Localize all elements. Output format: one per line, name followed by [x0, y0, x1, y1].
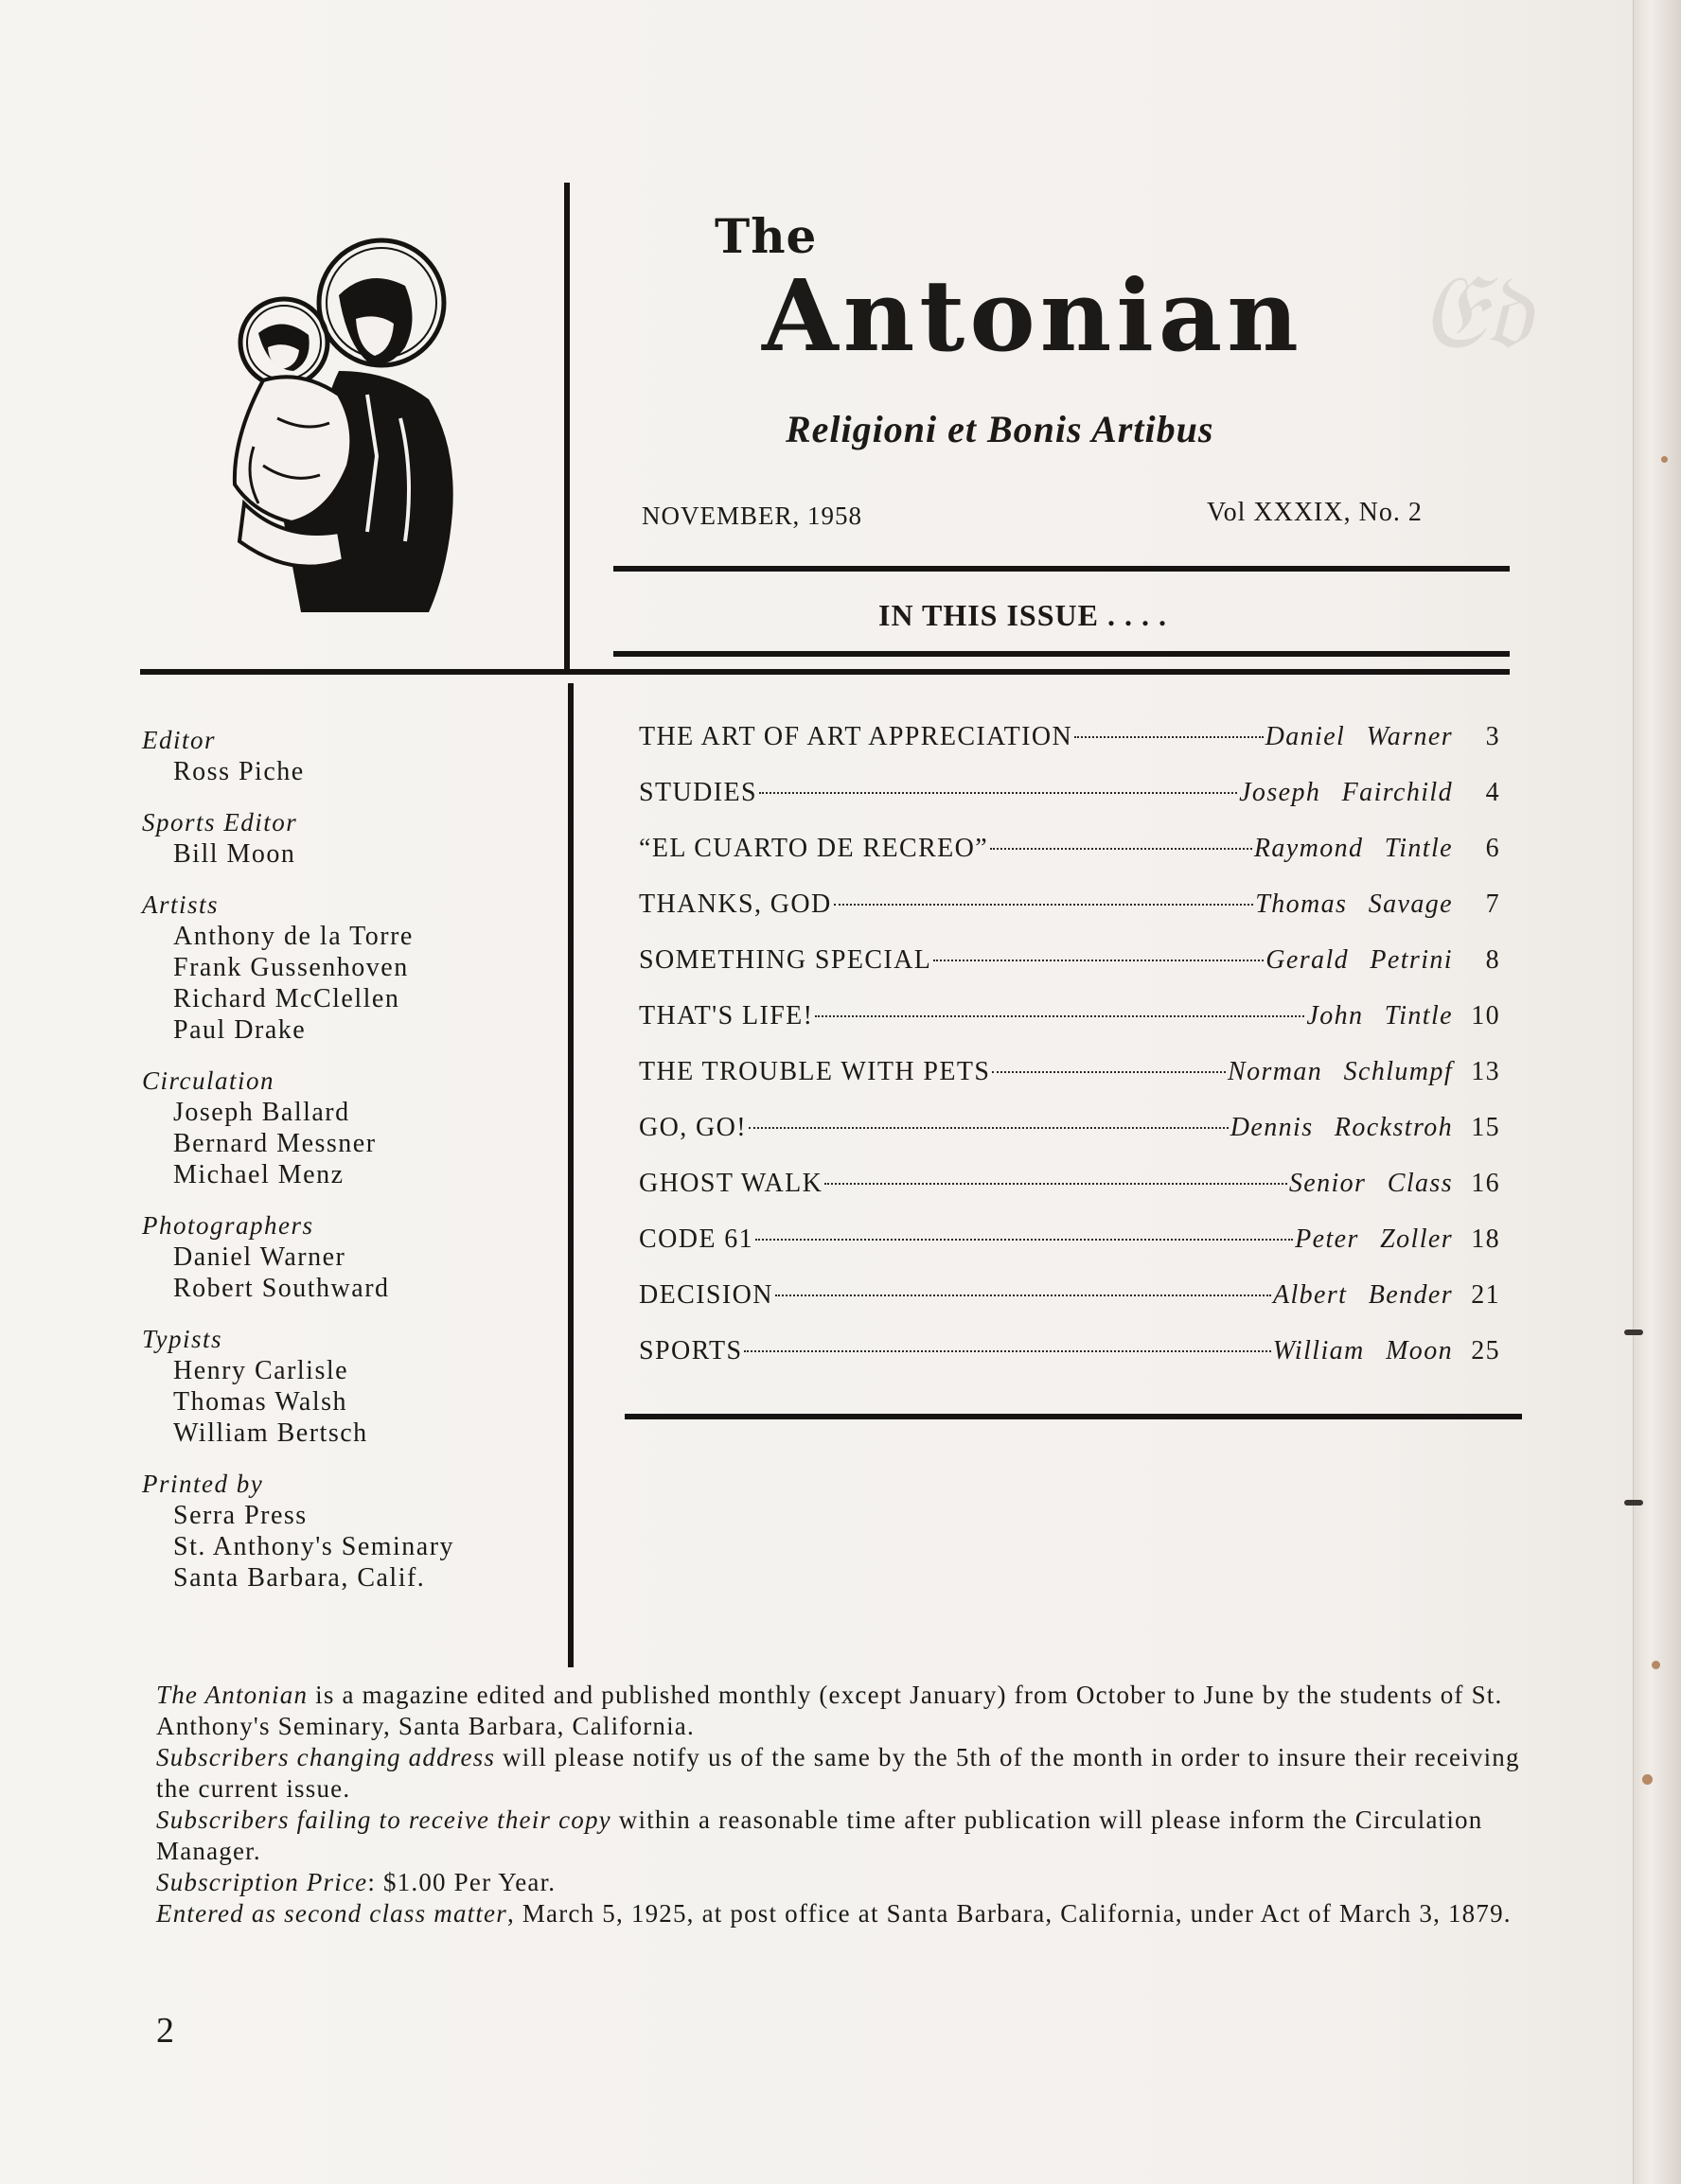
staff-name: Ross Piche — [173, 757, 305, 786]
masthead-divider — [564, 183, 570, 672]
page-number: 2 — [156, 2011, 174, 2051]
toc-author: Raymond Tintle — [1253, 834, 1453, 863]
toc-entry[interactable] — [639, 889, 1500, 945]
toc-title: DECISION — [639, 1280, 773, 1310]
toc-entry[interactable] — [639, 1001, 1500, 1057]
note-text: : $1.00 Per Year. — [367, 1868, 557, 1896]
toc-title: SOMETHING SPECIAL — [639, 945, 932, 975]
toc-author: Norman Schlumpf — [1228, 1057, 1453, 1086]
note-lead: Subscription Price — [156, 1868, 368, 1896]
toc-page: 21 — [1471, 1280, 1500, 1310]
toc-author: Dennis Rockstroh — [1230, 1113, 1453, 1142]
staff-role: Printed by — [142, 1470, 264, 1498]
staff-name: Henry Carlisle — [173, 1356, 349, 1385]
staff-group — [142, 725, 549, 787]
staff-list — [142, 725, 549, 1613]
leader-dots — [1074, 736, 1263, 738]
staff-name: William Bertsch — [173, 1418, 368, 1448]
issue-date: NOVEMBER, 1958 — [642, 502, 863, 530]
note-paragraph — [156, 1867, 1529, 1898]
leader-dots — [755, 1239, 1293, 1241]
toc-title: THANKS, GOD — [639, 889, 832, 919]
staff-name: Anthony de la Torre — [173, 922, 414, 951]
toc-author: Daniel Warner — [1265, 722, 1453, 751]
leader-dots — [815, 1015, 1304, 1017]
rule — [613, 651, 1510, 657]
staple — [1624, 1330, 1643, 1335]
note-lead: Subscribers failing to receive their copy — [156, 1805, 611, 1834]
toc-entry[interactable] — [639, 778, 1500, 834]
toc-title: GO, GO! — [639, 1113, 748, 1142]
toc-page: 13 — [1471, 1057, 1500, 1086]
magazine-title: Antonian — [762, 257, 1303, 374]
note-text: is a magazine edited and published monthly (except January) from October to June by the students of St. Anthony's Seminary, Santa Barbara, California. — [156, 1681, 1503, 1740]
leader-dots — [749, 1127, 1229, 1129]
toc-entry[interactable] — [639, 1113, 1500, 1169]
page-binding — [1633, 0, 1681, 2184]
leader-dots — [990, 848, 1252, 850]
staff-role: Circulation — [142, 1066, 275, 1095]
note-text: , March 5, 1925, at post office at Santa Barbara, California, under Act of March 3, 1879. — [506, 1899, 1512, 1928]
toc-page: 16 — [1471, 1169, 1500, 1198]
rust-spot — [1652, 1661, 1660, 1669]
publication-notes — [156, 1680, 1529, 1929]
section-heading: IN THIS ISSUE . . . . — [878, 598, 1167, 632]
rule — [140, 669, 1510, 675]
toc-page: 15 — [1471, 1113, 1500, 1142]
toc-entry[interactable] — [639, 945, 1500, 1001]
toc-title: SPORTS — [639, 1336, 743, 1365]
note-text: will please notify us of the same by the 5th of the month in order to insure their receiving the current issue. — [156, 1743, 1520, 1803]
staff-name: Santa Barbara, Calif. — [173, 1563, 426, 1593]
toc-entry[interactable] — [639, 1336, 1500, 1392]
leader-dots — [834, 904, 1254, 906]
staff-group — [142, 1066, 549, 1190]
toc-title: CODE 61 — [639, 1224, 754, 1254]
leader-dots — [775, 1295, 1271, 1296]
toc-entry[interactable] — [639, 834, 1500, 889]
bleed-through-shadow: 𝔈𝔡 — [1420, 251, 1531, 372]
staff-name: Serra Press — [173, 1501, 308, 1530]
toc-entry[interactable] — [639, 722, 1500, 778]
staff-group — [142, 1210, 549, 1304]
toc-title: STUDIES — [639, 778, 757, 807]
toc-entry[interactable] — [639, 1169, 1500, 1224]
note-lead: Entered as second class matter — [156, 1899, 507, 1928]
note-text: within a reasonable time after publication will please inform the Circulation Manager. — [156, 1805, 1483, 1865]
staff-name: Robert Southward — [173, 1274, 390, 1303]
note-paragraph — [156, 1805, 1529, 1867]
rust-spot — [1661, 456, 1668, 463]
staff-name: Richard McClellen — [173, 984, 400, 1013]
rust-spot — [1642, 1774, 1653, 1785]
toc-author: Senior Class — [1288, 1169, 1453, 1198]
staff-group — [142, 807, 549, 870]
toc-author: Gerald Petrini — [1265, 945, 1453, 975]
toc-page: 8 — [1485, 945, 1500, 975]
staff-name: Bernard Messner — [173, 1129, 377, 1158]
staff-name: Paul Drake — [173, 1015, 307, 1045]
toc-entry[interactable] — [639, 1280, 1500, 1336]
note-paragraph — [156, 1680, 1529, 1742]
note-lead: The Antonian — [156, 1681, 309, 1709]
masthead-the: The — [715, 208, 818, 264]
column-divider — [568, 683, 574, 1667]
toc-page: 25 — [1471, 1336, 1500, 1365]
toc-author: Peter Zoller — [1295, 1224, 1453, 1254]
staff-role: Artists — [142, 890, 220, 919]
leader-dots — [824, 1183, 1287, 1185]
toc-page: 7 — [1485, 889, 1500, 919]
leader-dots — [933, 960, 1264, 961]
motto: Religioni et Bonis Artibus — [786, 408, 1214, 450]
toc-page: 10 — [1471, 1001, 1500, 1030]
toc-author: John Tintle — [1306, 1001, 1453, 1030]
toc-title: THE TROUBLE WITH PETS — [639, 1057, 991, 1086]
staff-group — [142, 1469, 549, 1594]
st-anthony-emblem-image — [225, 229, 462, 617]
toc-author: Thomas Savage — [1255, 889, 1453, 919]
leader-dots — [744, 1350, 1270, 1352]
toc-page: 4 — [1485, 778, 1500, 807]
toc-entry[interactable] — [639, 1224, 1500, 1280]
toc-page: 6 — [1485, 834, 1500, 863]
staff-role: Photographers — [142, 1211, 314, 1240]
leader-dots — [759, 792, 1237, 794]
note-paragraph — [156, 1742, 1529, 1805]
staple — [1624, 1500, 1643, 1506]
toc-author: William Moon — [1272, 1336, 1453, 1365]
rule — [625, 1414, 1522, 1419]
staff-role: Typists — [142, 1325, 223, 1353]
toc-title: THE ART OF ART APPRECIATION — [639, 722, 1073, 751]
toc-entry[interactable] — [639, 1057, 1500, 1113]
toc-author: Joseph Fairchild — [1239, 778, 1453, 807]
staff-role: Sports Editor — [142, 808, 298, 837]
toc-author: Albert Bender — [1272, 1280, 1453, 1310]
toc-page: 3 — [1485, 722, 1500, 751]
toc-title: THAT'S LIFE! — [639, 1001, 814, 1030]
staff-name: Thomas Walsh — [173, 1387, 347, 1417]
table-of-contents — [639, 722, 1500, 1392]
toc-page: 18 — [1471, 1224, 1500, 1254]
toc-title: “EL CUARTO DE RECREO” — [639, 834, 989, 863]
toc-title: GHOST WALK — [639, 1169, 823, 1198]
staff-name: St. Anthony's Seminary — [173, 1532, 455, 1561]
staff-group — [142, 889, 549, 1046]
staff-name: Joseph Ballard — [173, 1098, 350, 1127]
staff-name: Daniel Warner — [173, 1242, 346, 1272]
staff-group — [142, 1324, 549, 1449]
staff-name: Michael Menz — [173, 1160, 345, 1189]
staff-role: Editor — [142, 726, 217, 754]
leader-dots — [992, 1071, 1226, 1073]
staff-name: Frank Gussenhoven — [173, 953, 409, 982]
rule — [613, 566, 1510, 572]
note-lead: Subscribers changing address — [156, 1743, 496, 1771]
issue-volume: Vol XXXIX, No. 2 — [1207, 498, 1423, 527]
note-paragraph — [156, 1898, 1529, 1929]
staff-name: Bill Moon — [173, 839, 296, 869]
